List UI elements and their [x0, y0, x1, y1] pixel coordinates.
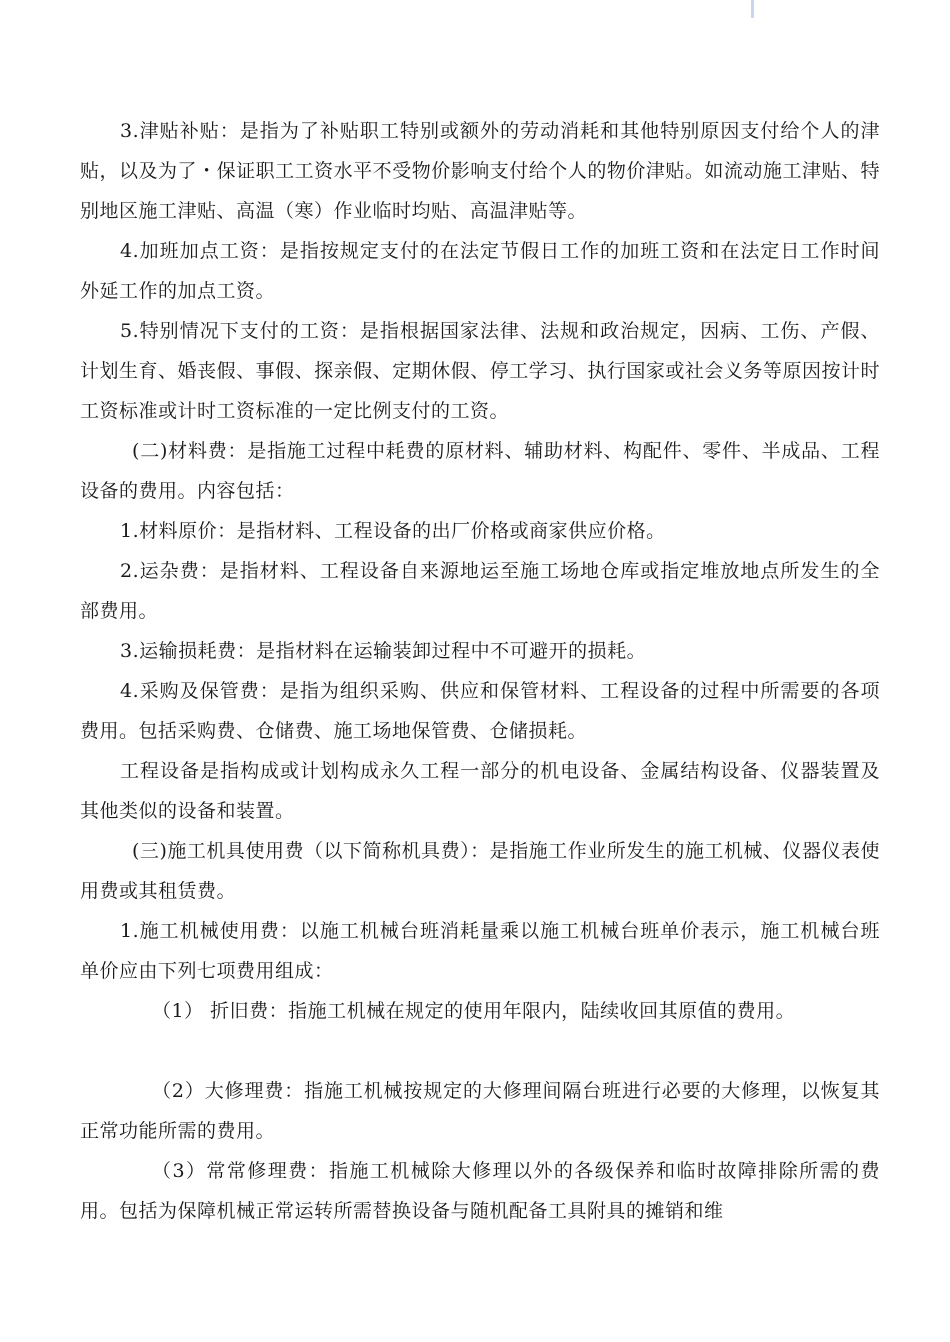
- paragraph-allowances: 3.津贴补贴：是指为了补贴职工特别或额外的劳动消耗和其他特别原因支付给个人的津贴，以及为了・保证职工工资水平不受物价影响支付给个人的物价津贴。如流动施工津贴、特别地区施工津贴、高温（寒）作业临时均贴、高温津贴等。: [80, 120, 880, 222]
- page-corner-mark: [751, 0, 754, 18]
- paragraph-materials-cost-heading: (二)材料费：是指施工过程中耗费的原材料、辅助材料、构配件、零件、半成品、工程设备的费用。内容包括：: [80, 440, 880, 502]
- paragraph-major-repair: （2）大修理费：指施工机械按规定的大修理间隔台班进行必要的大修理，以恢复其正常功能所需的费用。: [80, 1080, 880, 1142]
- paragraph-material-original-price: 1.材料原价：是指材料、工程设备的出厂价格或商家供应价格。: [120, 520, 666, 542]
- paragraph-machinery-usage-fee: 1.施工机械使用费：以施工机械台班消耗量乘以施工机械台班单价表示，施工机械台班单价应由下列七项费用组成：: [80, 920, 880, 982]
- paragraph-regular-repair: （3）常常修理费：指施工机械除大修理以外的各级保养和临时故障排除所需的费用。包括为保障机械正常运转所需替换设备与随机配备工具附具的摊销和维: [80, 1160, 880, 1222]
- document-body: [80, 111, 880, 1231]
- blank-line: [80, 1031, 880, 1071]
- paragraph-procurement-storage: 4.采购及保管费：是指为组织采购、供应和保管材料、工程设备的过程中所需要的各项费用。包括采购费、仓储费、施工场地保管费、仓储损耗。: [80, 680, 880, 742]
- paragraph-machinery-cost-heading: (三)施工机具使用费（以下简称机具费）：是指施工作业所发生的施工机械、仪器仪表使用费或其租赁费。: [80, 840, 880, 902]
- paragraph-overtime-pay: 4.加班加点工资：是指按规定支付的在法定节假日工作的加班工资和在法定日工作时间外延工作的加点工资。: [80, 240, 880, 302]
- paragraph-engineering-equipment: 工程设备是指构成或计划构成永久工程一部分的机电设备、金属结构设备、仪器装置及其他类似的设备和装置。: [80, 760, 880, 822]
- paragraph-transport-misc-cost: 2.运杂费：是指材料、工程设备自来源地运至施工场地仓库或指定堆放地点所发生的全部费用。: [80, 560, 880, 622]
- paragraph-depreciation: （1） 折旧费：指施工机械在规定的使用年限内，陆续收回其原值的费用。: [152, 1000, 796, 1022]
- paragraph-transport-loss: 3.运输损耗费：是指材料在运输装卸过程中不可避开的损耗。: [120, 640, 647, 662]
- paragraph-special-circumstances-pay: 5.特别情况下支付的工资：是指根据国家法律、法规和政治规定，因病、工伤、产假、计划生育、婚丧假、事假、探亲假、定期休假、停工学习、执行国家或社会义务等原因按计时工资标准或计时工资标准的一定比例支付的工资。: [80, 320, 880, 422]
